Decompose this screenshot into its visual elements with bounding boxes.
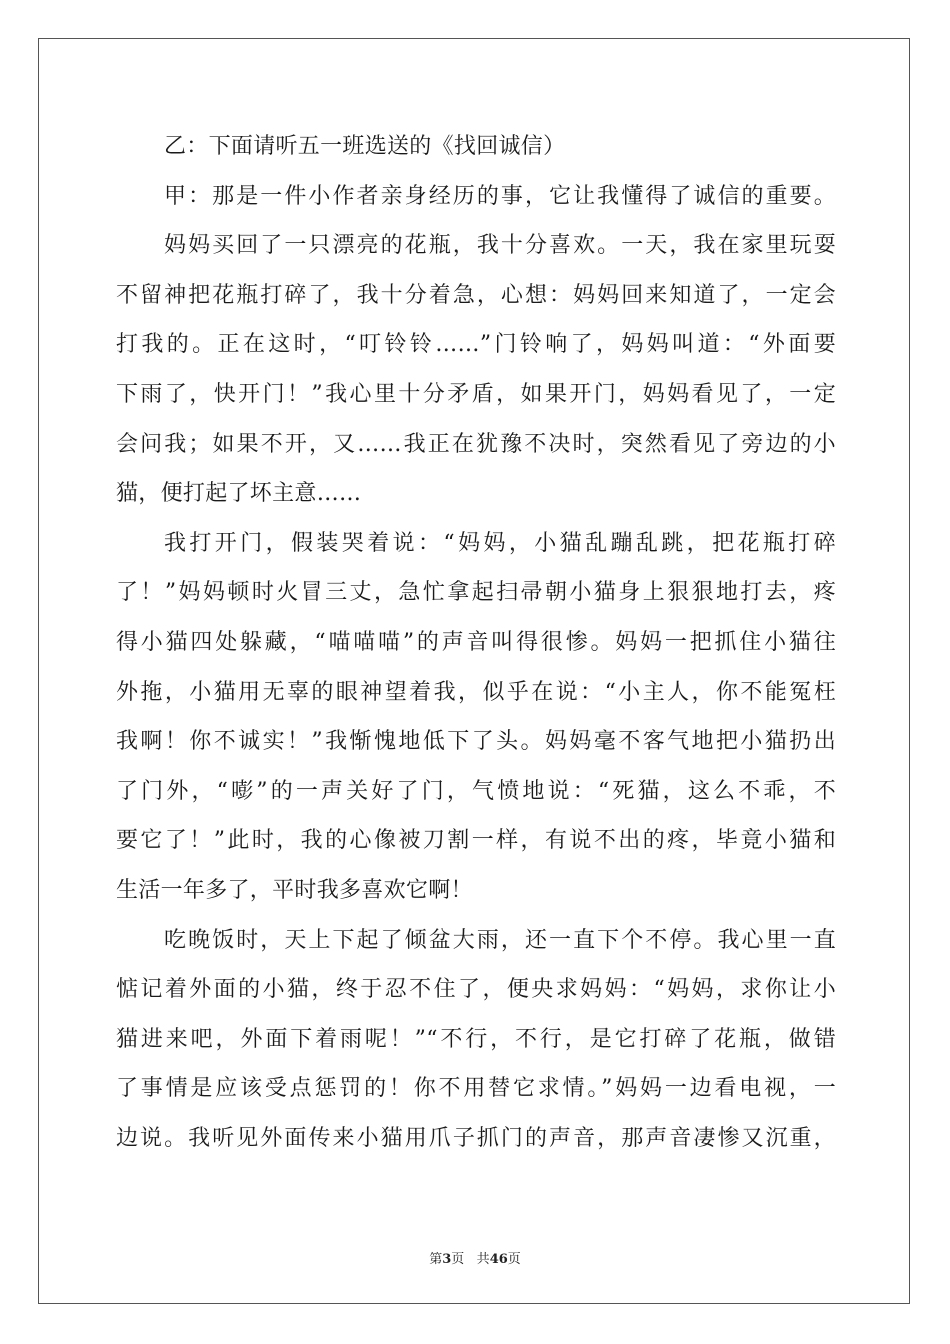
text-line: 了事情是应该受点惩罚的！你不用替它求情。”妈妈一边看电视，一 [116,1076,836,1102]
page-footer [0,1248,950,1267]
text-line: 了！”妈妈顿时火冒三丈，急忙拿起扫帚朝小猫身上狠狠地打去，疼 [116,580,836,606]
text-line: 边说。我听见外面传来小猫用爪子抓门的声音，那声音凄惨又沉重， [116,1125,836,1151]
text-line: 得小猫四处躲藏，“喵喵喵”的声音叫得很惨。妈妈一把抓住小猫往 [116,629,836,655]
text-line: 我打开门，假装哭着说：“妈妈，小猫乱蹦乱跳，把花瓶打碎 [164,530,836,556]
text-line: 惦记着外面的小猫，终于忍不住了，便央求妈妈：“妈妈，求你让小 [116,977,836,1003]
text-line: 猫进来吧，外面下着雨呢！”“不行，不行，是它打碎了花瓶，做错 [116,1026,836,1052]
text-line: 生活一年多了，平时我多喜欢它啊！ [116,877,473,903]
text-line: 打我的。正在这时，“叮铃铃……”门铃响了，妈妈叫道：“外面要 [116,332,836,358]
footer-page-suffix: 页 [451,1252,465,1267]
text-line: 我啊！你不诚实！”我惭愧地低下了头。妈妈毫不客气地把小猫扔出 [116,729,836,755]
text-line: 会问我；如果不开，又……我正在犹豫不决时，突然看见了旁边的小 [116,431,836,457]
text-line: 妈妈买回了一只漂亮的花瓶，我十分喜欢。一天，我在家里玩耍 [164,233,836,259]
text-line: 乙：下面请听五一班选送的《找回诚信） [164,134,566,159]
footer-prefix: 第 [429,1252,443,1267]
footer-total-prefix: 共 [476,1252,490,1267]
document-body [116,122,836,1163]
text-line: 猫，便打起了坏主意…… [116,481,362,507]
text-line: 了门外，“嘭”的一声关好了门，气愤地说：“死猫，这么不乖，不 [116,778,836,804]
page-number: 3 [442,1252,452,1267]
text-line: 下雨了，快开门！”我心里十分矛盾，如果开门，妈妈看见了，一定 [116,381,836,407]
text-line: 外拖，小猫用无辜的眼神望着我，似乎在说：“小主人，你不能冤枉 [116,679,836,705]
text-line: 要它了！”此时，我的心像被刀割一样，有说不出的疼，毕竟小猫和 [116,828,836,854]
text-line: 不留神把花瓶打碎了，我十分着急，心想：妈妈回来知道了，一定会 [116,282,836,308]
text-line: 吃晚饭时，天上下起了倾盆大雨，还一直下个不停。我心里一直 [164,927,836,953]
total-pages: 46 [489,1252,508,1267]
footer-total-suffix: 页 [507,1252,521,1267]
text-line: 甲：那是一件小作者亲身经历的事，它让我懂得了诚信的重要。 [164,183,836,209]
